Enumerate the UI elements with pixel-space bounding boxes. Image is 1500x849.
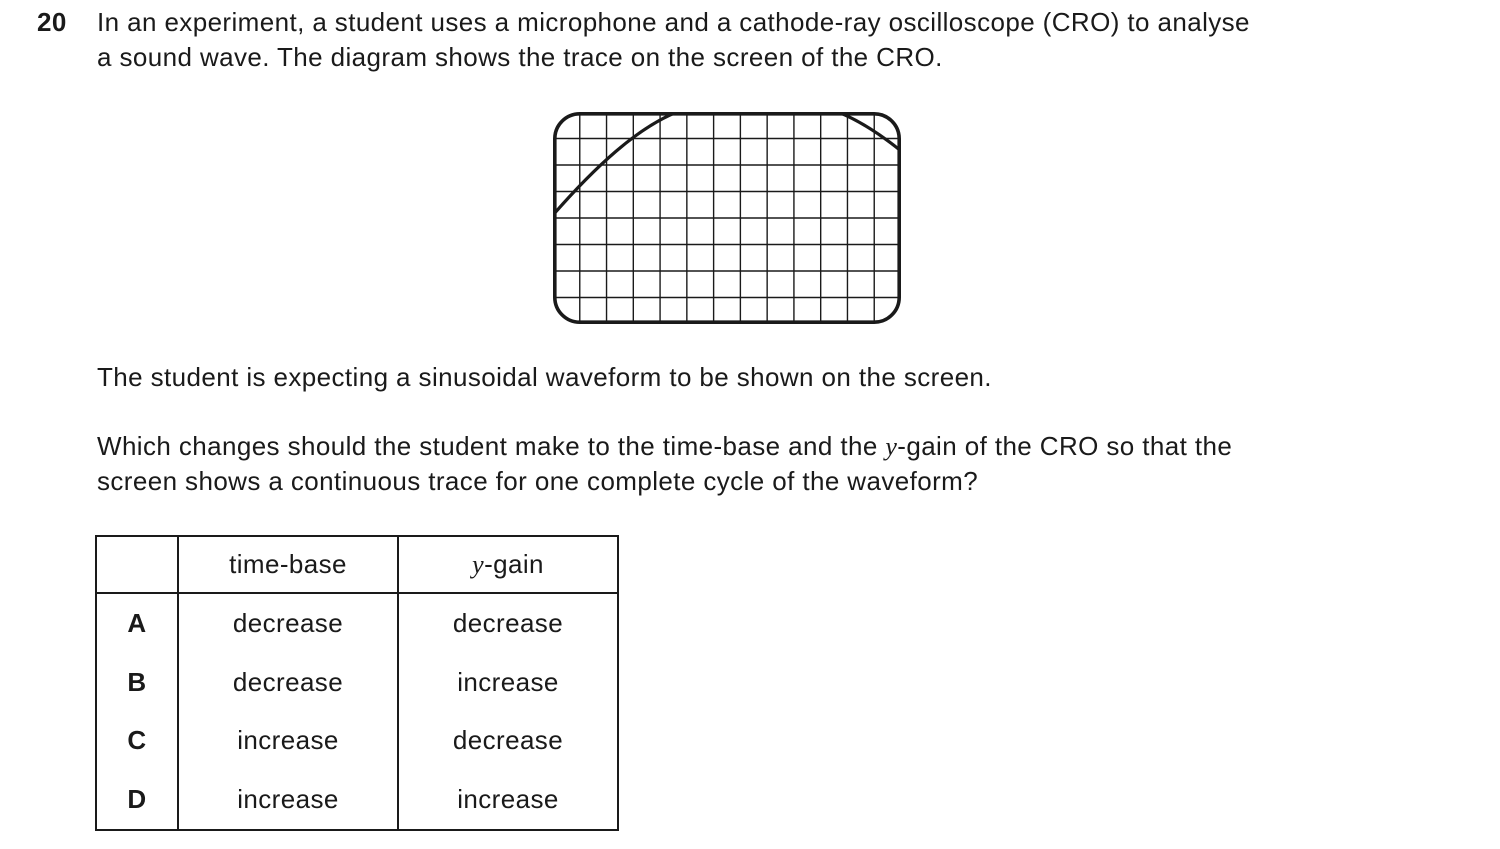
option-d-time-base: increase [177,770,397,829]
option-label-c: C [127,725,147,756]
table-header-y-gain-italic: y [472,549,485,579]
table-header-y-gain-rest: -gain [484,549,544,579]
option-label-b: B [127,666,147,697]
expectation-text: The student is expecting a sinusoidal waveform to be shown on the screen. [97,362,992,392]
cro-grid [553,112,901,324]
prompt-line-1-post: -gain of the CRO so that the [897,431,1233,461]
option-a-time-base: decrease [177,594,397,653]
prompt-line-1-italic-y: y [885,432,898,461]
table-header-time-base: time-base [177,537,397,594]
answer-table [95,535,619,831]
question-intro [97,5,1250,75]
cro-screen-diagram [553,112,901,324]
table-header-y-gain [397,537,617,594]
option-c-y-gain: decrease [397,712,617,771]
question-prompt [97,429,1232,499]
option-a-y-gain: decrease [397,594,617,653]
intro-line-2: a sound wave. The diagram shows the trace on the screen of the CRO. [97,42,943,72]
question-number: 20 [37,7,67,37]
intro-line-1: In an experiment, a student uses a microphone and a cathode-ray oscilloscope (CRO) to analyse [97,7,1250,37]
option-label-a: A [127,607,147,638]
option-b-time-base: decrease [177,653,397,712]
table-header-option [97,537,177,594]
prompt-line-1-pre: Which changes should the student make to the time-base and the [97,431,886,461]
option-c-time-base: increase [177,712,397,771]
option-d-y-gain: increase [397,770,617,829]
prompt-line-2: screen shows a continuous trace for one complete cycle of the waveform? [97,466,979,496]
option-b-y-gain: increase [397,653,617,712]
cro-trace-waveform [553,112,901,215]
prompt-line-1 [97,429,1232,464]
option-label-d: D [127,784,147,815]
